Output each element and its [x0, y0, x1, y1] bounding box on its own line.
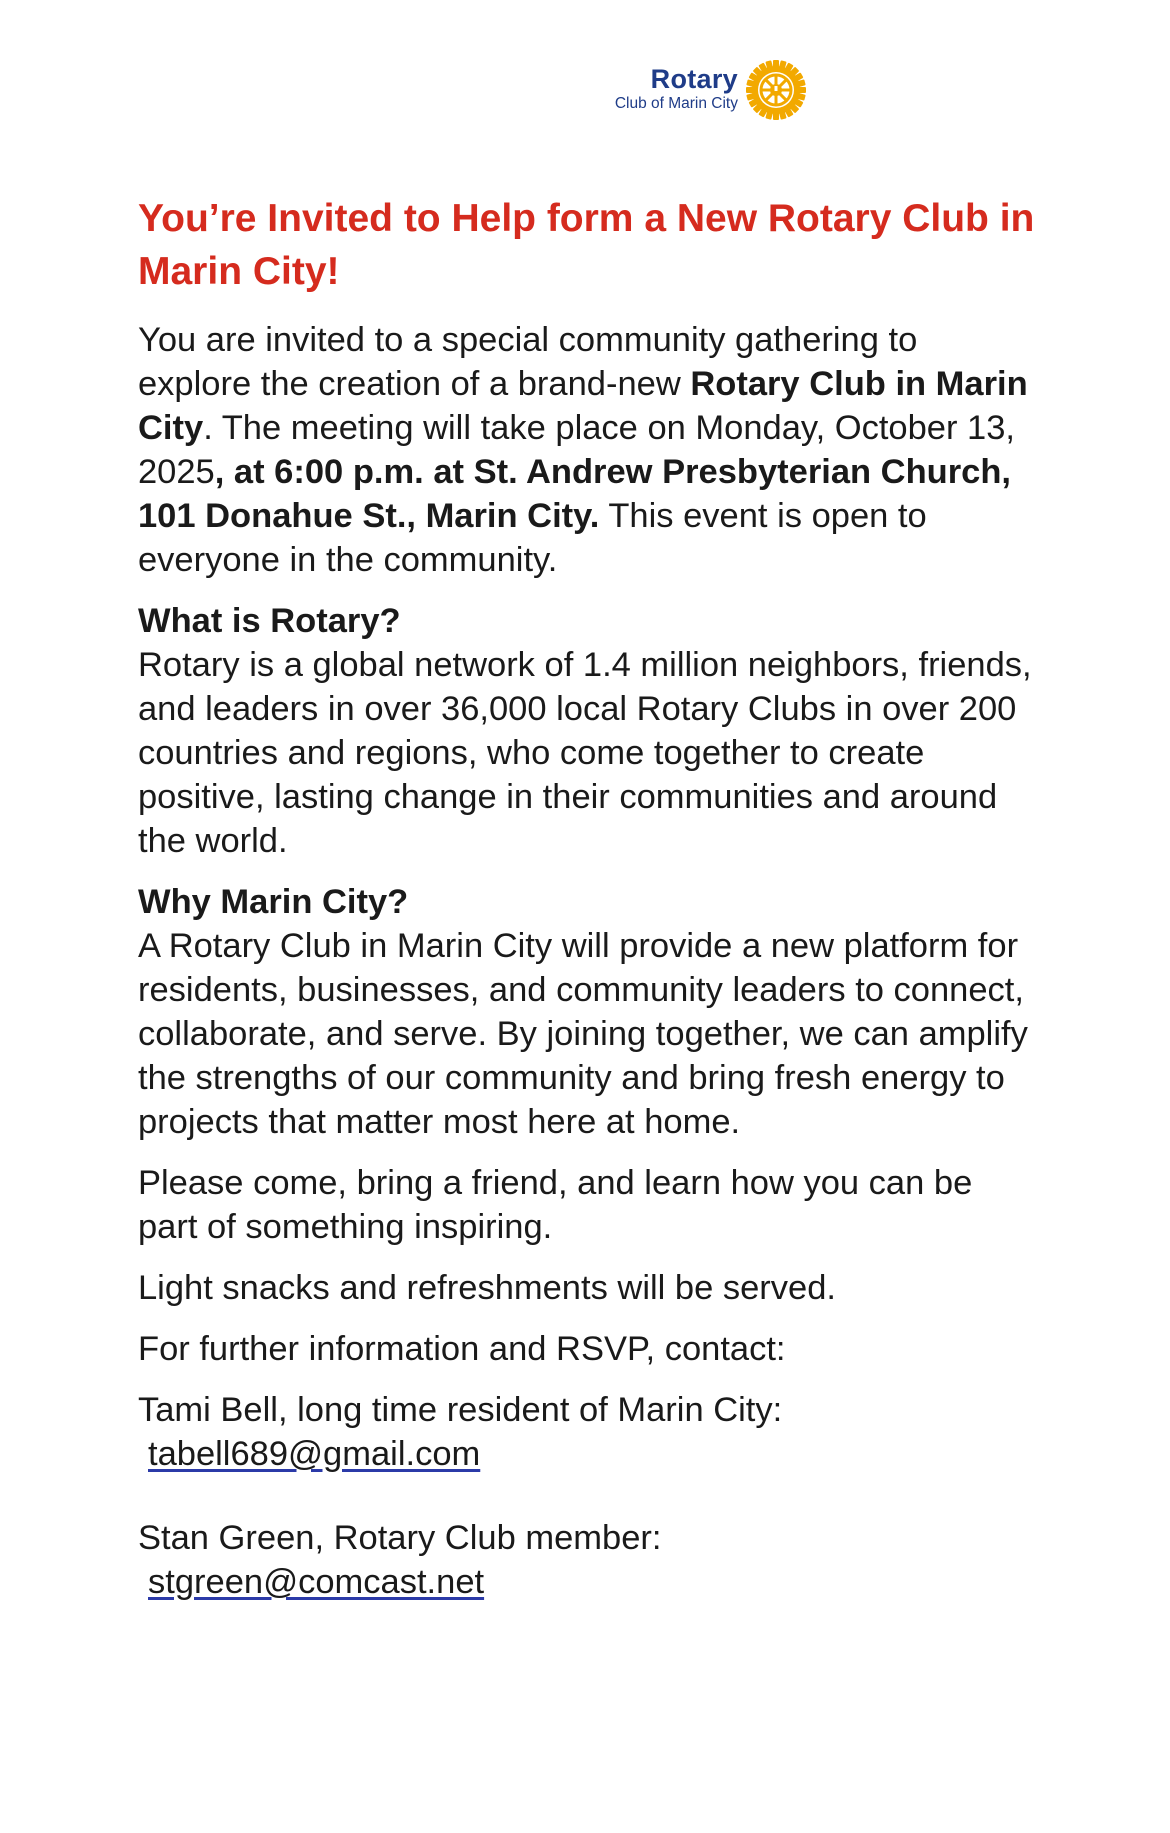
- logo-club-name: Club of Marin City: [614, 95, 738, 112]
- intro-paragraph: [138, 318, 1038, 582]
- invitation-title: You’re Invited to Help form a New Rotary Club in Marin City!: [138, 197, 1035, 293]
- contact-stan: [138, 1516, 1038, 1604]
- rsvp-paragraph: For further information and RSVP, contact:: [138, 1330, 786, 1368]
- what-section: [138, 599, 1038, 863]
- why-heading: Why Marin City?: [138, 883, 409, 921]
- why-section: [138, 880, 1038, 1144]
- rotary-logo: [548, 58, 808, 122]
- contact-stan-email-link[interactable]: stgreen@comcast.net: [148, 1563, 485, 1601]
- contact-stan-label: Stan Green, Rotary Club member:: [138, 1519, 662, 1557]
- what-body: Rotary is a global network of 1.4 million neighbors, friends, and leaders in over 36,000 local Rotary Clubs in over 200 countries and regions, who come together to create positive, lasting change in their communities and around the world.: [138, 646, 1032, 860]
- contact-tami-label: Tami Bell, long time resident of Marin City:: [138, 1391, 783, 1429]
- invitation-content: [138, 192, 1038, 1644]
- snacks-paragraph: Light snacks and refreshments will be served.: [138, 1269, 837, 1307]
- intro-bold-location: , at 6:00 p.m. at St. Andrew Presbyterian Church, 101 Donahue St., Marin City.: [138, 453, 1012, 535]
- why-body: A Rotary Club in Marin City will provide a new platform for residents, businesses, and community leaders to connect, collaborate, and serve. By joining together, we can amplify the strengths of our community and bring fresh energy to projects that matter most here at home.: [138, 927, 1028, 1141]
- intro-bold-club: Rotary Club in Marin City: [138, 365, 1028, 447]
- rotary-wheel-icon: [744, 58, 808, 122]
- intro-text-2: . The meeting will take place on Monday, October 13, 2025: [138, 409, 1016, 491]
- contact-tami-email-link[interactable]: tabell689@gmail.com: [148, 1435, 481, 1473]
- contact-tami: [138, 1388, 1038, 1476]
- intro-text-3: This event is open to everyone in the community.: [138, 497, 927, 579]
- intro-text-1: You are invited to a special community gathering to explore the creation of a brand-new: [138, 321, 918, 403]
- logo-text: [615, 64, 738, 113]
- logo-brand: Rotary: [650, 64, 738, 94]
- please-come-paragraph: Please come, bring a friend, and learn how you can be part of something inspiring.: [138, 1164, 973, 1246]
- what-heading: What is Rotary?: [138, 602, 401, 640]
